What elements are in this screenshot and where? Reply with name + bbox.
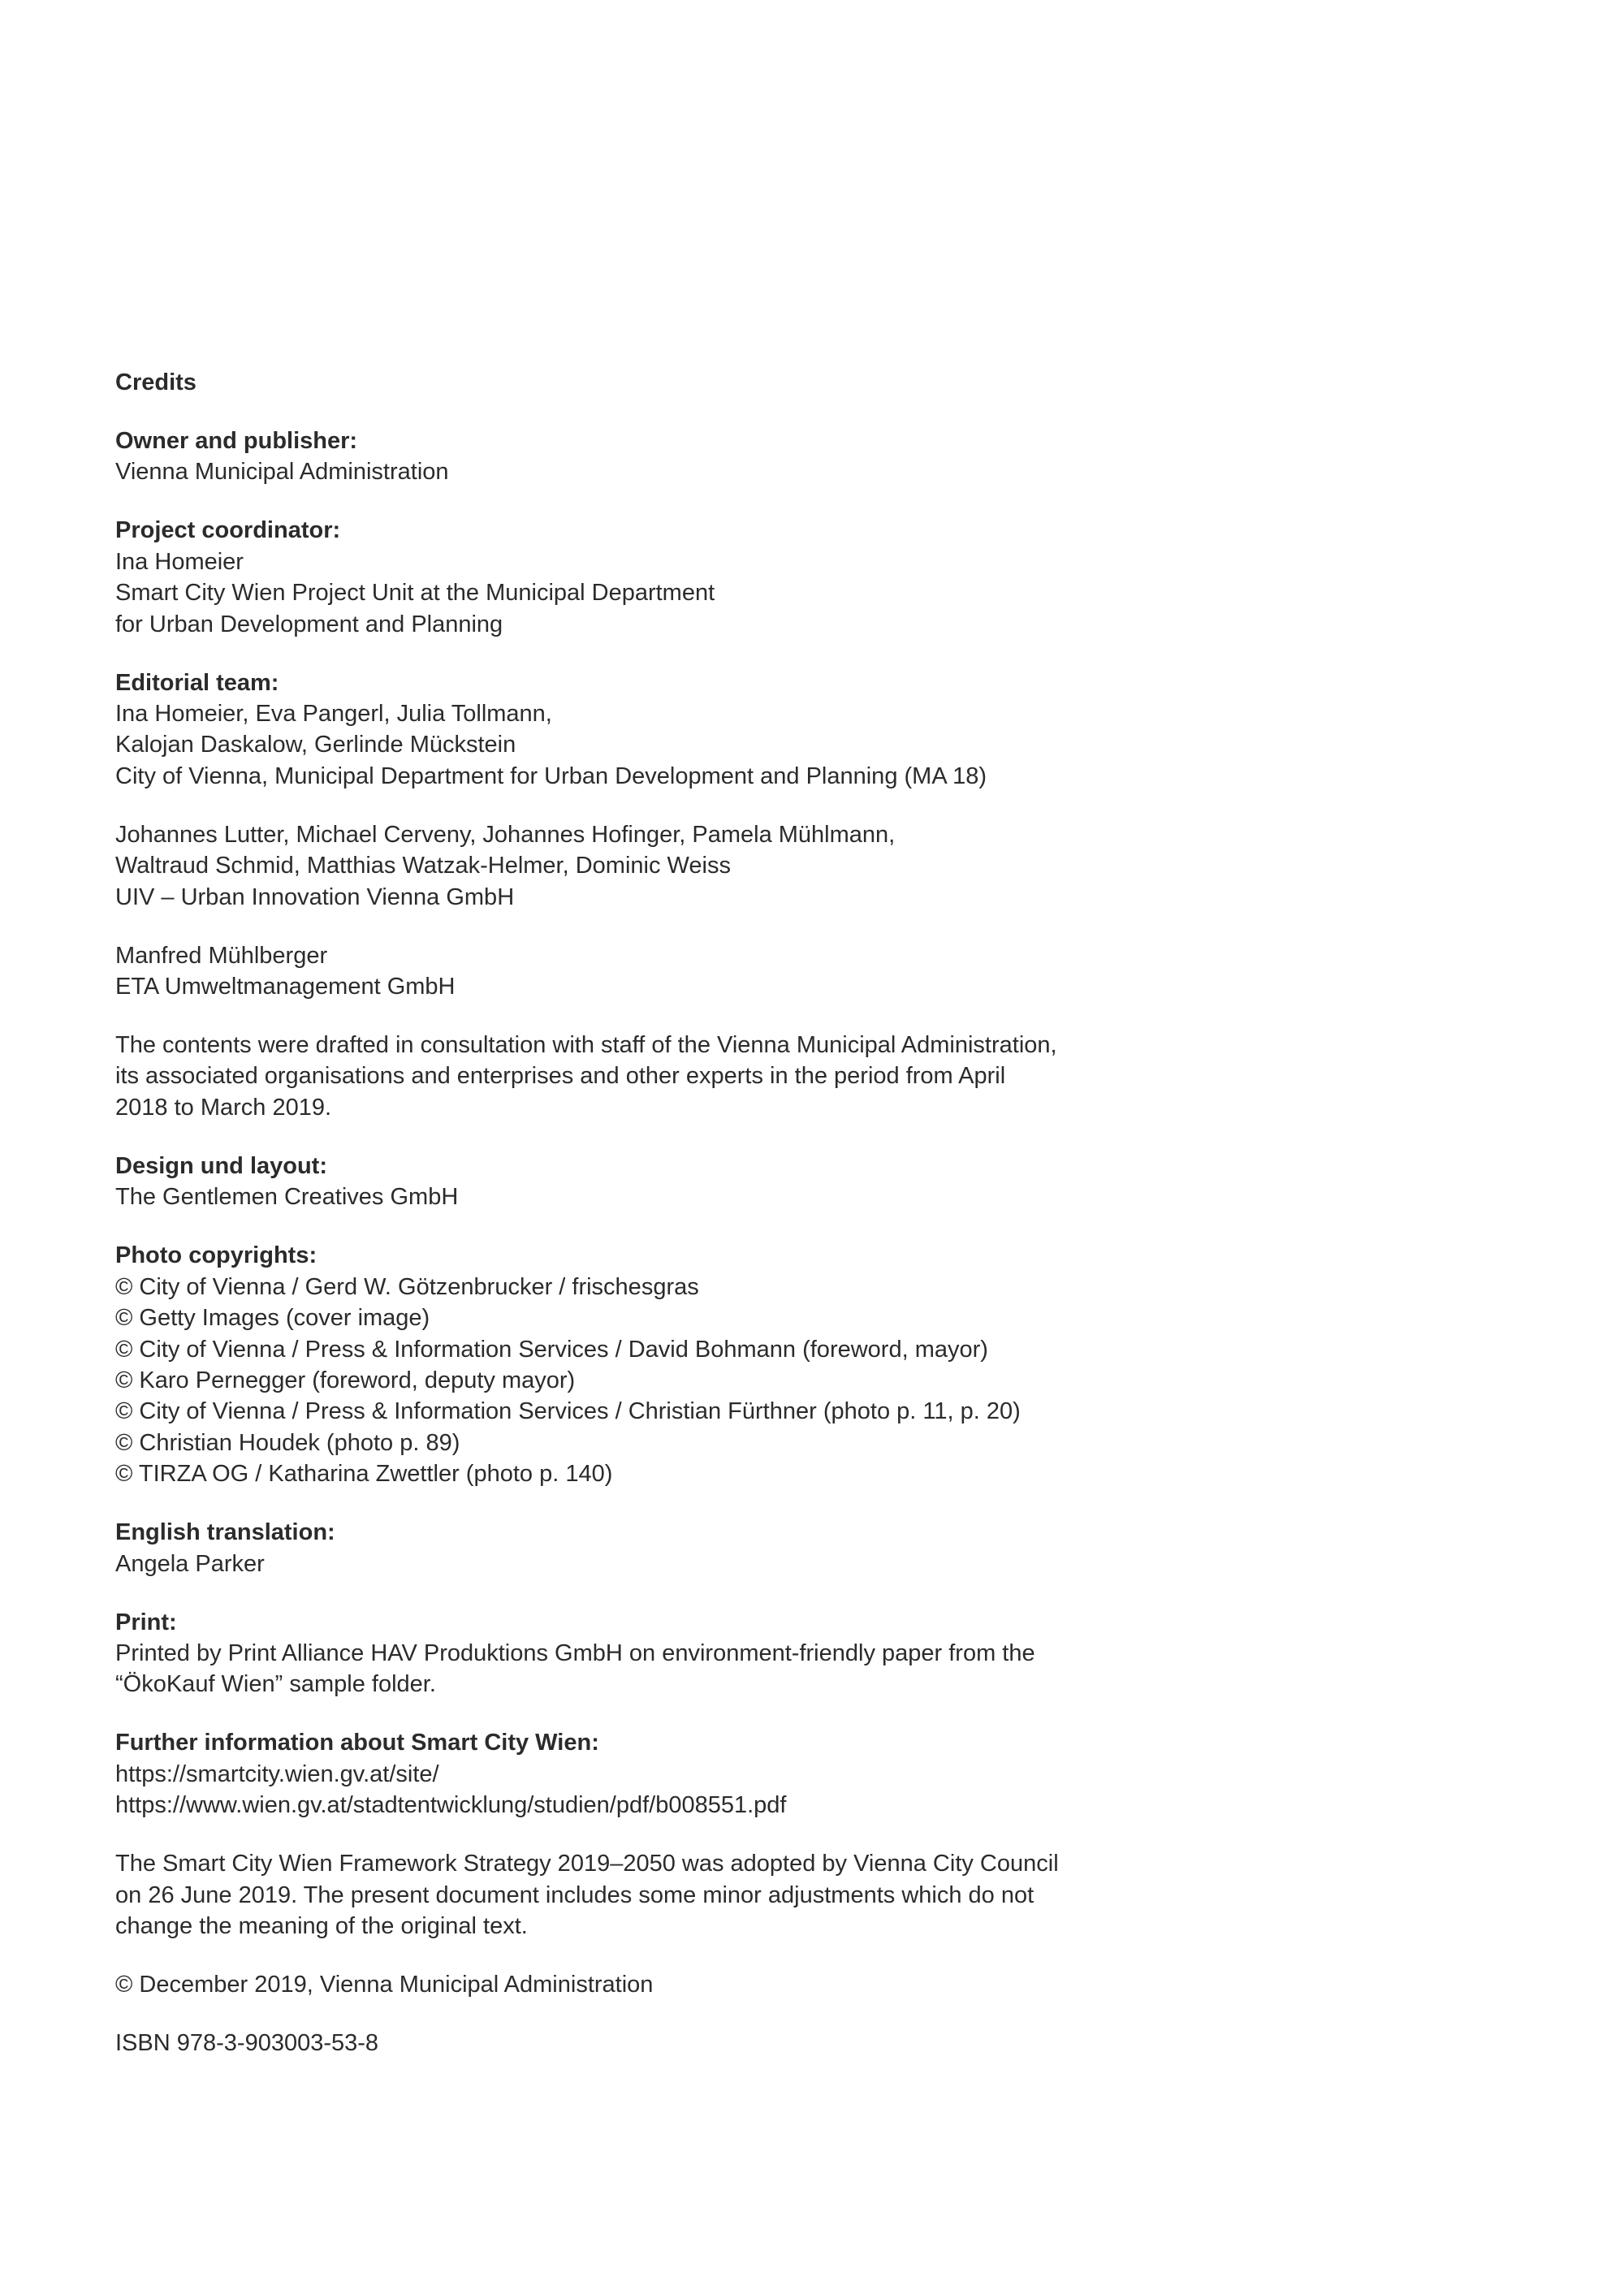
strategy-note-line: on 26 June 2019. The present document includes some minor adjustments which do not	[115, 1881, 1034, 1908]
copyright-section	[115, 1969, 1171, 2000]
print-line: “ÖkoKauf Wien” sample folder.	[115, 1671, 436, 1698]
contents-note-line: 2018 to March 2019.	[115, 1094, 332, 1121]
translation-label: English translation:	[115, 1519, 335, 1546]
strategy-note-section	[115, 1848, 1171, 1942]
strategy-note-line: change the meaning of the original text.	[115, 1912, 528, 1939]
further-info-url: https://www.wien.gv.at/stadtentwicklung/studien/pdf/b008551.pdf	[115, 1792, 787, 1819]
coordinator-line: Ina Homeier	[115, 548, 244, 575]
coordinator-line: for Urban Development and Planning	[115, 611, 503, 637]
photo-credit-line: © City of Vienna / Press & Information Services / David Bohmann (foreword, mayor)	[115, 1336, 988, 1363]
credits-heading: Credits	[115, 369, 197, 395]
contents-note-line: The contents were drafted in consultation with staff of the Vienna Municipal Administration,	[115, 1032, 1057, 1059]
photo-credit-line: © Christian Houdek (photo p. 89)	[115, 1429, 460, 1456]
photo-credit-line: © City of Vienna / Gerd W. Götzenbrucker / frischesgras	[115, 1273, 699, 1300]
photo-section	[115, 1240, 1171, 1489]
further-info-section	[115, 1727, 1171, 1821]
further-info-label: Further information about Smart City Wien:	[115, 1730, 599, 1756]
translation-line: Angela Parker	[115, 1550, 265, 1577]
editorial-line: City of Vienna, Municipal Department for Urban Development and Planning (MA 18)	[115, 762, 987, 789]
photo-credit-line: © City of Vienna / Press & Information Services / Christian Fürthner (photo p. 11, p. 20)	[115, 1398, 1021, 1425]
uiv-line: Johannes Lutter, Michael Cerveny, Johannes Hofinger, Pamela Mühlmann,	[115, 821, 896, 848]
editorial-section	[115, 667, 1171, 793]
translation-section	[115, 1517, 1171, 1579]
uiv-section	[115, 819, 1171, 913]
editorial-line: Ina Homeier, Eva Pangerl, Julia Tollmann,	[115, 701, 552, 728]
copyright-line: © December 2019, Vienna Municipal Administration	[115, 1971, 654, 1998]
coordinator-line: Smart City Wien Project Unit at the Municipal Department	[115, 580, 715, 607]
owner-section	[115, 426, 1171, 488]
design-label: Design und layout:	[115, 1152, 327, 1179]
coordinator-section	[115, 515, 1171, 640]
photo-credit-line: © Getty Images (cover image)	[115, 1305, 430, 1332]
design-section	[115, 1151, 1171, 1213]
uiv-line: UIV – Urban Innovation Vienna GmbH	[115, 883, 515, 910]
print-label: Print:	[115, 1609, 177, 1635]
editorial-line: Kalojan Daskalow, Gerlinde Mückstein	[115, 732, 516, 758]
owner-label: Owner and publisher:	[115, 428, 358, 454]
photo-credit-line: © TIRZA OG / Katharina Zwettler (photo p. 140)	[115, 1461, 613, 1488]
eta-section	[115, 940, 1171, 1003]
eta-line: ETA Umweltmanagement GmbH	[115, 974, 456, 1000]
credits-page	[115, 367, 1171, 2059]
contents-note-line: its associated organisations and enterprises and other experts in the period from April	[115, 1063, 1006, 1090]
editorial-label: Editorial team:	[115, 669, 279, 696]
contents-note-section	[115, 1030, 1171, 1123]
isbn-line: ISBN 978-3-903003-53-8	[115, 2029, 379, 2056]
photo-label: Photo copyrights:	[115, 1242, 317, 1269]
eta-line: Manfred Mühlberger	[115, 942, 328, 969]
coordinator-label: Project coordinator:	[115, 517, 341, 544]
owner-line: Vienna Municipal Administration	[115, 459, 449, 486]
credits-heading-block	[115, 367, 1171, 398]
print-line: Printed by Print Alliance HAV Produktions GmbH on environment-friendly paper from the	[115, 1639, 1035, 1666]
print-section	[115, 1607, 1171, 1700]
uiv-line: Waltraud Schmid, Matthias Watzak-Helmer, Dominic Weiss	[115, 853, 731, 879]
design-line: The Gentlemen Creatives GmbH	[115, 1184, 459, 1211]
isbn-section	[115, 2028, 1171, 2059]
further-info-url: https://smartcity.wien.gv.at/site/	[115, 1760, 439, 1787]
photo-credit-line: © Karo Pernegger (foreword, deputy mayor)	[115, 1367, 576, 1393]
strategy-note-line: The Smart City Wien Framework Strategy 2019–2050 was adopted by Vienna City Council	[115, 1851, 1059, 1877]
